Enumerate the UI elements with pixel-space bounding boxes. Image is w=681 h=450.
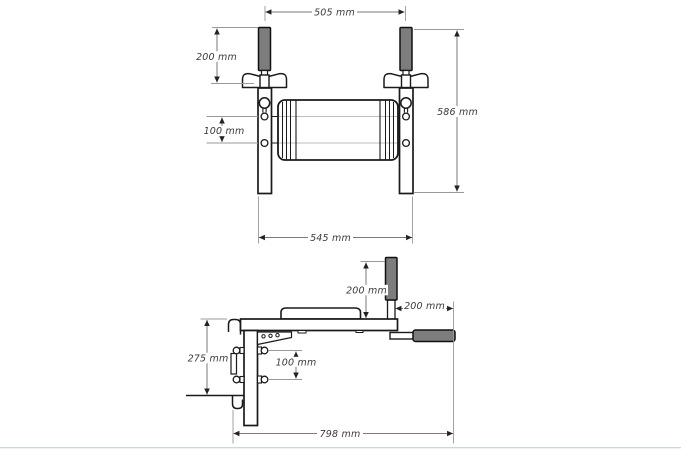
locking-pins-left — [231, 347, 244, 383]
page-bottom-border — [0, 447, 681, 448]
front-view — [195, 6, 480, 244]
dim-label-798: 798 mm — [319, 429, 361, 440]
dimension-overall-depth — [233, 410, 453, 444]
dimension-bracket-height — [186, 319, 230, 395]
horizontal-arm — [390, 330, 455, 342]
roller-pad — [272, 100, 400, 160]
dim-label-275: 275 mm — [187, 353, 229, 365]
dim-label-100-pins: 100 mm — [275, 357, 317, 369]
hook-front — [229, 320, 241, 335]
locking-pins-right — [258, 347, 268, 383]
dimension-overall-height — [414, 30, 481, 193]
seat-pad — [281, 308, 361, 319]
dim-label-100-holes: 100 mm — [203, 126, 245, 138]
wing-nut-left — [243, 74, 287, 88]
dim-label-545: 545 mm — [310, 232, 351, 244]
dim-label-200-horizontal: 200 mm — [404, 301, 445, 312]
dimension-handle-reach — [396, 301, 454, 444]
dim-label-200-grip: 200 mm — [196, 51, 237, 63]
dim-label-200-vertical: 200 mm — [346, 285, 387, 297]
dim-label-586: 586 mm — [437, 106, 478, 118]
side-view — [186, 258, 455, 444]
foot-hook — [186, 396, 244, 409]
dimension-hole-spacing — [202, 117, 258, 144]
seat-rail — [241, 319, 398, 333]
dim-label-505: 505 mm — [314, 7, 355, 19]
dimension-top-width — [265, 6, 406, 21]
dimension-pin-spacing — [268, 351, 318, 380]
dimension-base-width — [259, 197, 413, 244]
wing-nut-right — [384, 74, 428, 88]
